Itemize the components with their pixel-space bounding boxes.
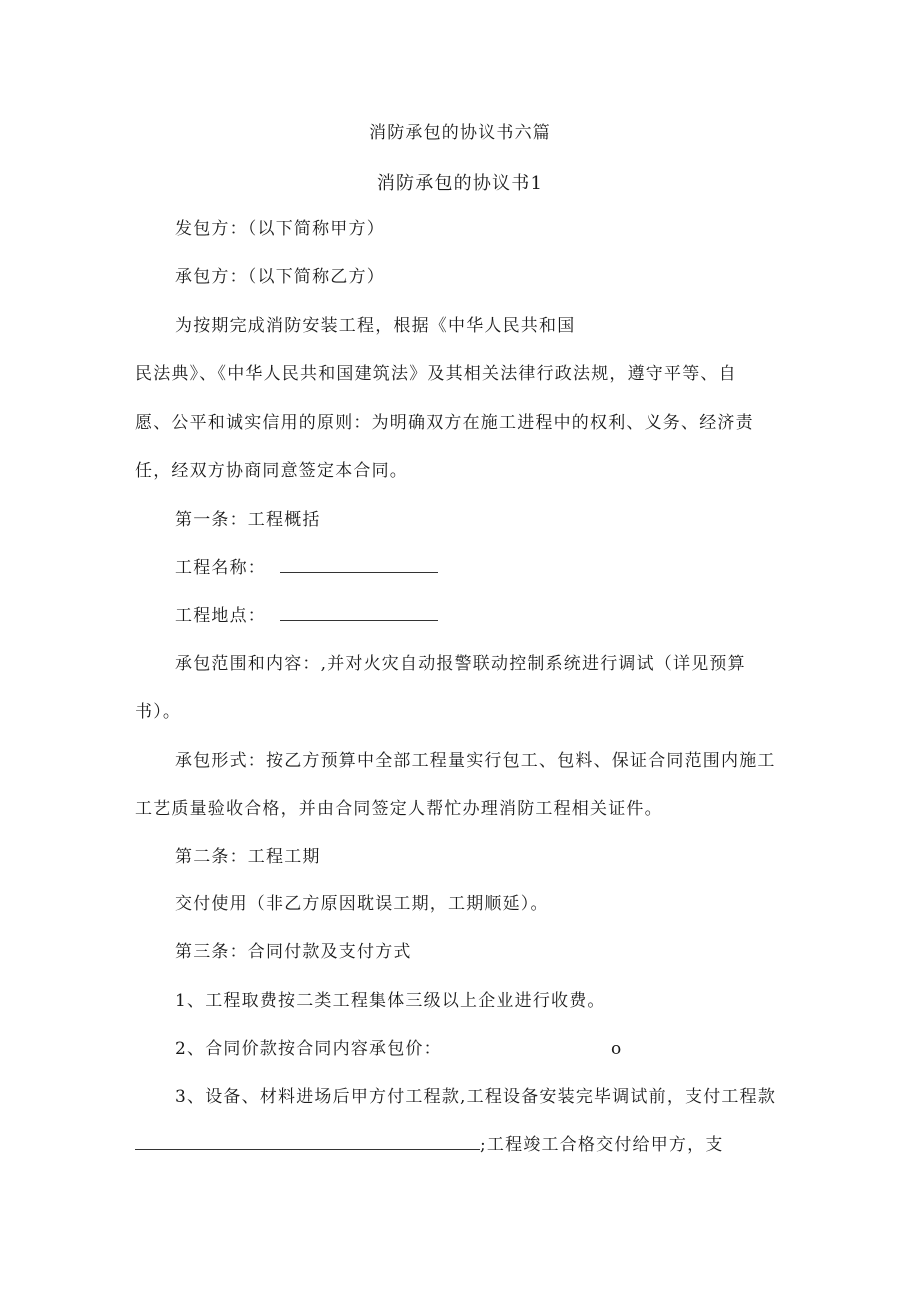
intro-line-3: 愿、公平和诚实信用的原则：为明确双方在施工进程中的权利、义务、经济责	[135, 413, 754, 433]
payment-item-3-line-2-text: ;工程竣工合格交付给甲方，支	[480, 1135, 724, 1155]
article-2-heading: 第二条：工程工期	[175, 847, 321, 867]
contractor-line: 承包方：（以下简称乙方）	[175, 267, 385, 287]
payment-item-3-line-1: 3、设备、材料进场后甲方付工程款,工程设备安装完毕调试前，支付工程款	[175, 1087, 777, 1107]
project-name-blank	[280, 558, 438, 573]
payment-amount-blank	[135, 1133, 480, 1150]
intro-line-4: 任，经双方协商同意签定本合同。	[135, 461, 408, 481]
project-name-label: 工程名称：	[175, 558, 266, 578]
document-title: 消防承包的协议书六篇	[369, 123, 551, 143]
project-name-row	[175, 556, 438, 580]
article-1-heading: 第一条：工程概括	[175, 510, 321, 530]
project-site-row	[175, 604, 438, 628]
article-3-heading: 第三条：合同付款及支付方式	[175, 942, 412, 962]
project-site-blank	[280, 606, 438, 621]
payment-item-3-line-2	[135, 1133, 724, 1157]
form-line-1: 承包形式：按乙方预算中全部工程量实行包工、包料、保证合同范围内施工	[175, 751, 776, 771]
scope-line-1: 承包范围和内容：,并对火灾自动报警联动控制系统进行调试（详见预算	[175, 654, 746, 674]
payment-item-1: 1、工程取费按二类工程集体三级以上企业进行收费。	[175, 991, 606, 1011]
scope-line-2: 书）。	[135, 702, 182, 722]
payment-item-2: 2、合同价款按合同内容承包价：	[175, 1039, 442, 1059]
form-line-2: 工艺质量验收合格，并由合同签定人帮忙办理消防工程相关证件。	[135, 799, 663, 819]
delivery-line: 交付使用（非乙方原因耽误工期，工期顺延）。	[175, 894, 549, 914]
document-subtitle: 消防承包的协议书1	[376, 173, 544, 194]
intro-line-1: 为按期完成消防安装工程，根据《中华人民共和国	[175, 316, 576, 336]
project-site-label: 工程地点：	[175, 606, 266, 626]
intro-line-2: 民法典》、《中华人民共和国建筑法》及其相关法律行政法规，遵守平等、自	[135, 364, 737, 384]
payment-item-2-mark: o	[611, 1039, 622, 1059]
employer-line: 发包方：（以下简称甲方）	[175, 219, 385, 239]
